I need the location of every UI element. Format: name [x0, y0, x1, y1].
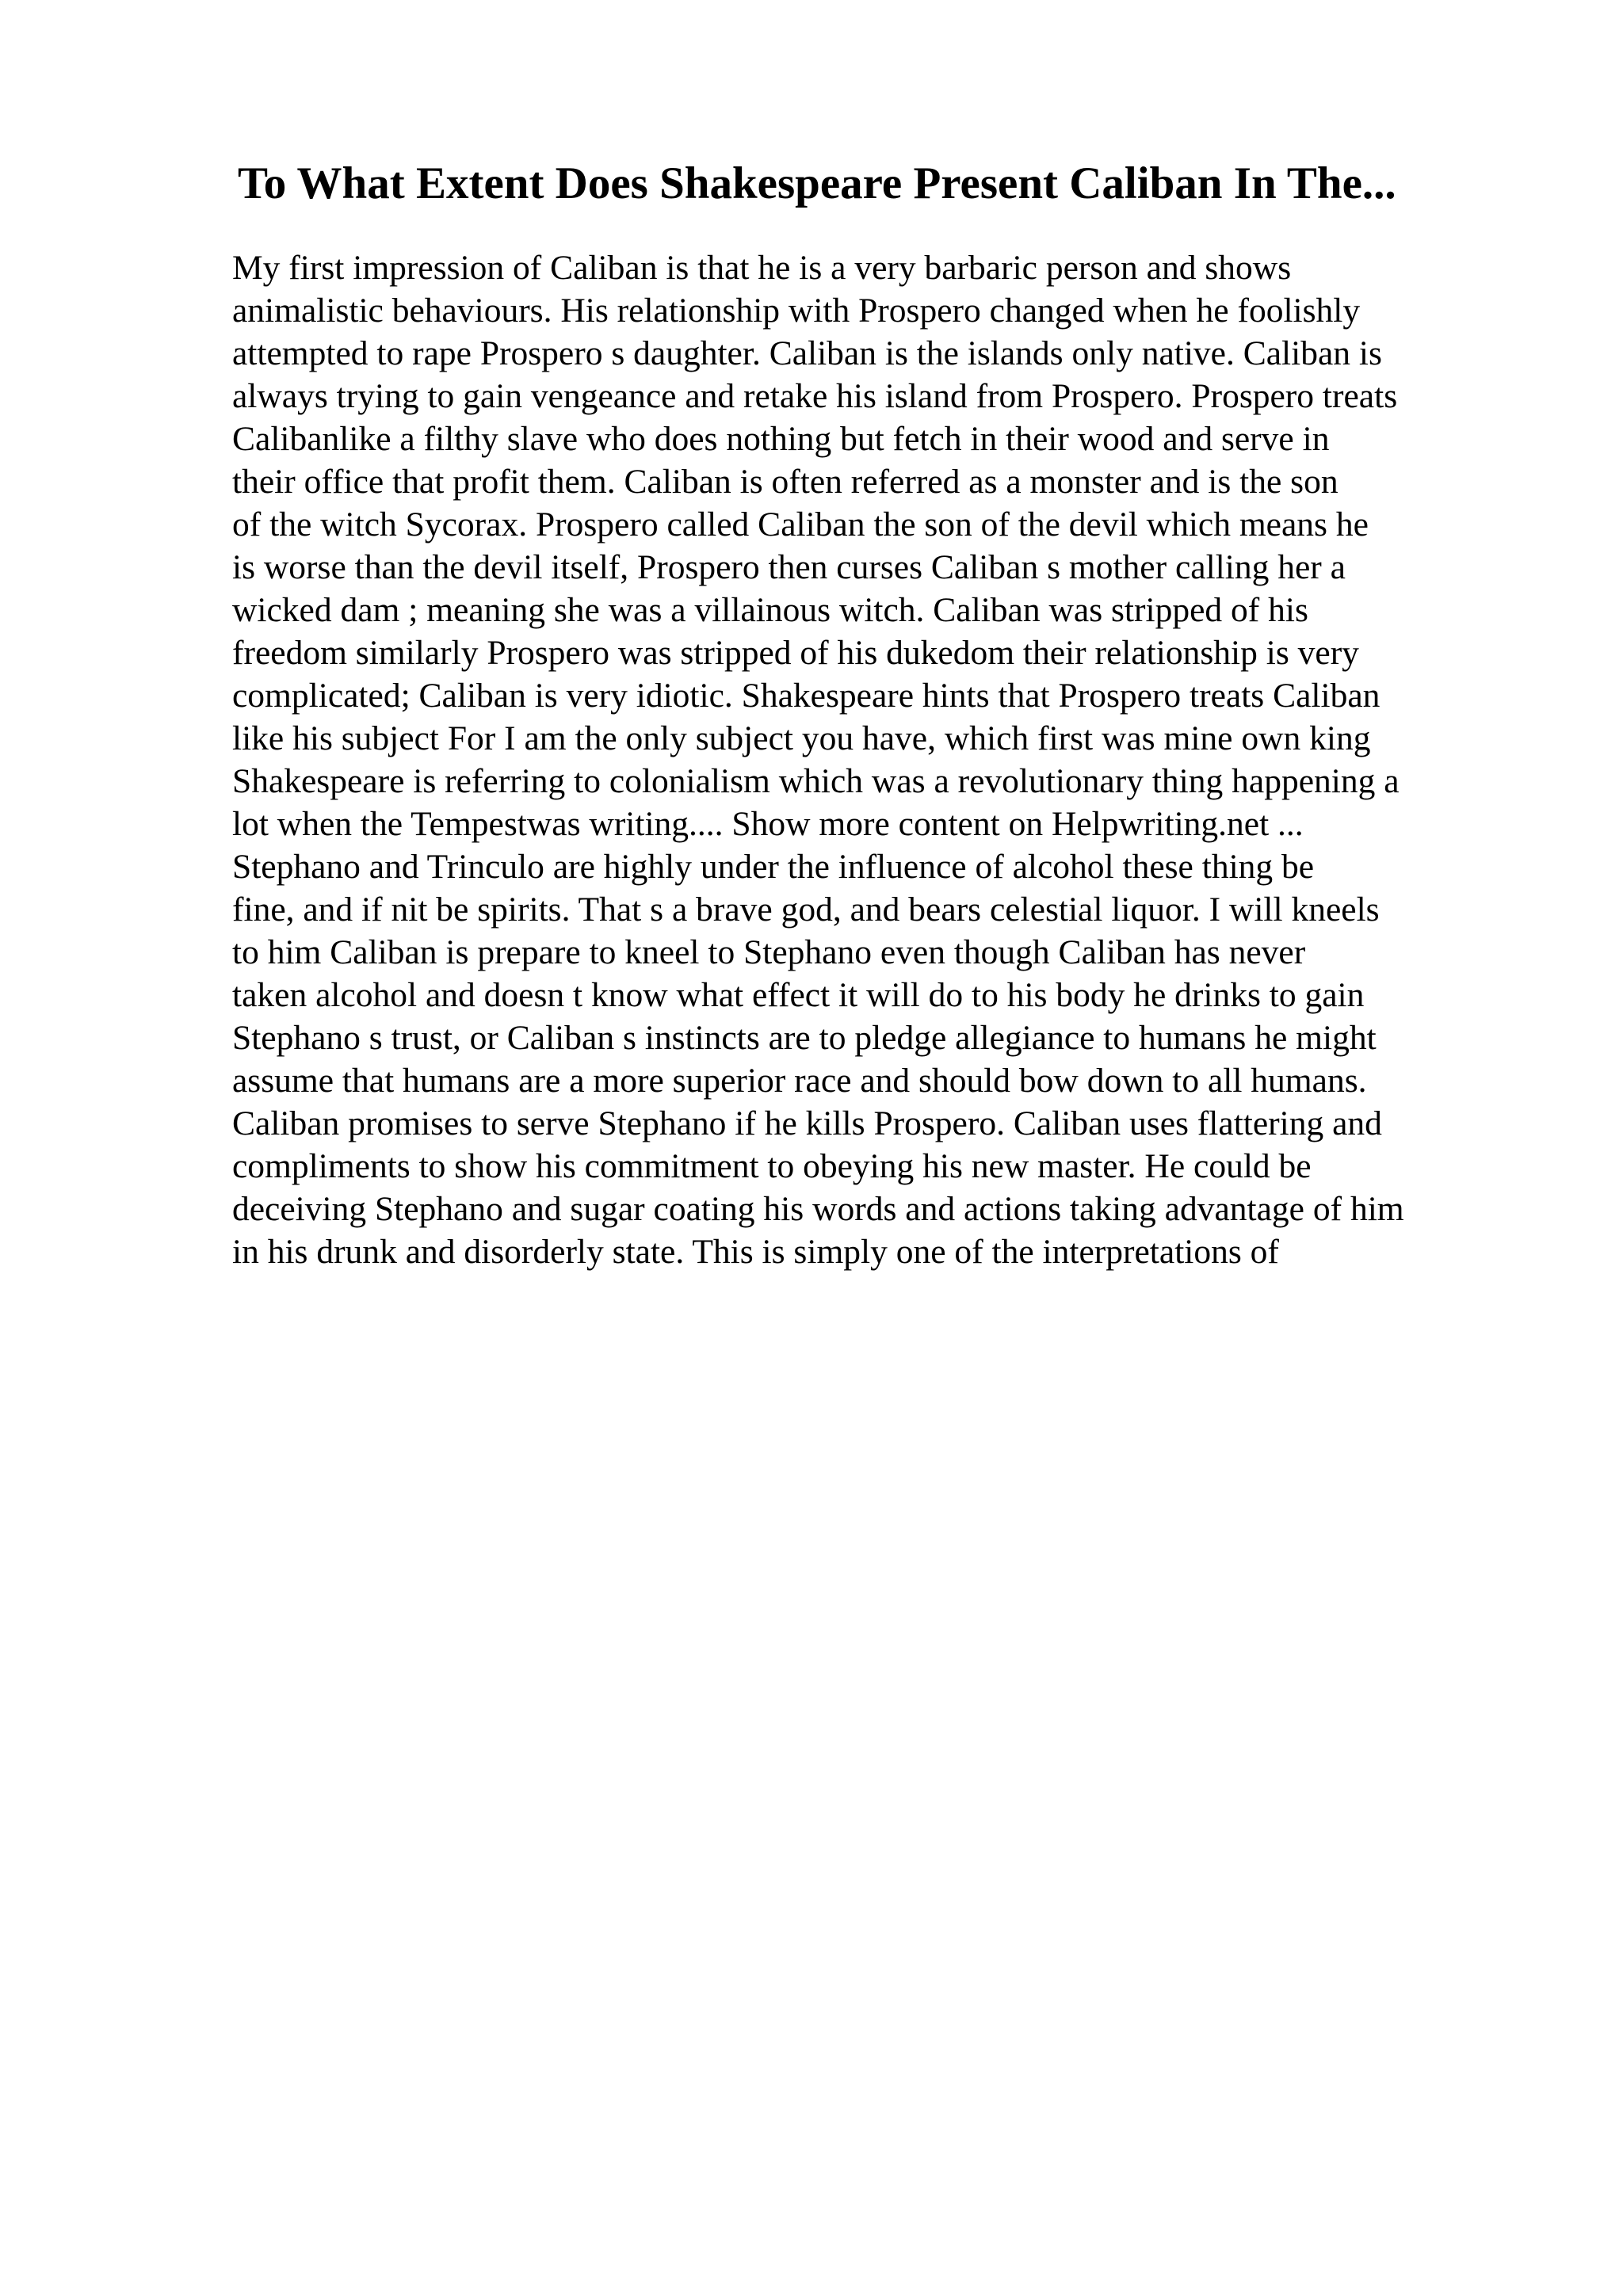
- body-line: complicated; Caliban is very idiotic. Shakespeare hints that Prospero treats Caliban: [232, 677, 1381, 715]
- document-body: [232, 246, 1532, 1273]
- body-line: attempted to rape Prospero s daughter. Caliban is the islands only native. Caliban is: [232, 334, 1382, 372]
- body-line: freedom similarly Prospero was stripped of his dukedom their relationship is very: [232, 634, 1359, 672]
- body-line: always trying to gain vengeance and retake his island from Prospero. Prospero treats: [232, 377, 1398, 415]
- body-line: in his drunk and disorderly state. This is simply one of the interpretations of: [232, 1233, 1279, 1271]
- body-line: Calibanlike a filthy slave who does nothing but fetch in their wood and serve in: [232, 420, 1330, 458]
- body-line: Caliban promises to serve Stephano if he kills Prospero. Caliban uses flattering and: [232, 1104, 1382, 1142]
- body-line: taken alcohol and doesn t know what effect it will do to his body he drinks to gain: [232, 976, 1365, 1014]
- body-line: is worse than the devil itself, Prospero then curses Caliban s mother calling her a: [232, 548, 1346, 586]
- body-line: deceiving Stephano and sugar coating his words and actions taking advantage of him: [232, 1190, 1404, 1228]
- body-line: of the witch Sycorax. Prospero called Caliban the son of the devil which means he: [232, 505, 1369, 543]
- body-line: compliments to show his commitment to obeying his new master. He could be: [232, 1147, 1312, 1185]
- body-line: wicked dam ; meaning she was a villainous witch. Caliban was stripped of his: [232, 591, 1308, 629]
- body-line: like his subject For I am the only subject you have, which first was mine own king: [232, 719, 1371, 757]
- body-line: fine, and if nit be spirits. That s a brave god, and bears celestial liquor. I will kneels: [232, 891, 1380, 929]
- document-title: To What Extent Does Shakespeare Present Caliban In The...: [238, 158, 1396, 208]
- body-line: Stephano s trust, or Caliban s instincts are to pledge allegiance to humans he might: [232, 1019, 1377, 1057]
- body-line: lot when the Tempestwas writing.... Show more content on Helpwriting.net ...: [232, 805, 1304, 843]
- body-line: their office that profit them. Caliban is often referred as a monster and is the son: [232, 463, 1338, 501]
- body-line: My first impression of Caliban is that he is a very barbaric person and shows: [232, 249, 1292, 287]
- body-line: Shakespeare is referring to colonialism which was a revolutionary thing happening a: [232, 762, 1400, 800]
- body-line: Stephano and Trinculo are highly under the influence of alcohol these thing be: [232, 848, 1315, 886]
- body-line: assume that humans are a more superior race and should bow down to all humans.: [232, 1062, 1367, 1100]
- body-line: animalistic behaviours. His relationship with Prospero changed when he foolishly: [232, 292, 1361, 330]
- body-line: to him Caliban is prepare to kneel to Stephano even though Caliban has never: [232, 933, 1306, 971]
